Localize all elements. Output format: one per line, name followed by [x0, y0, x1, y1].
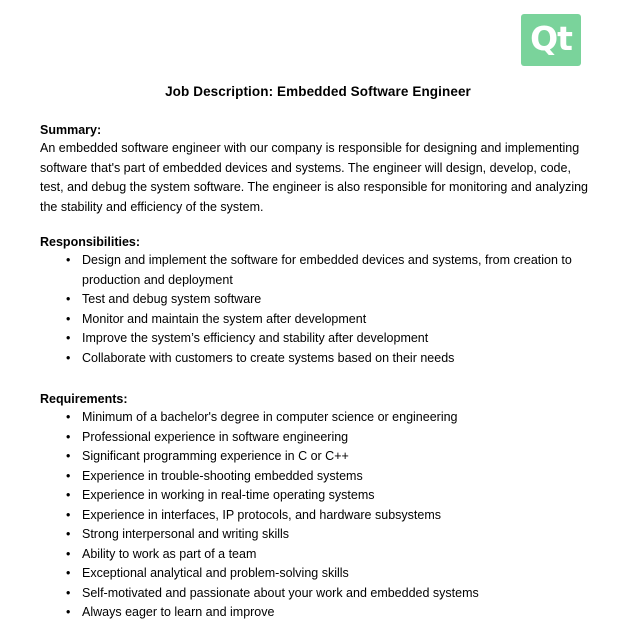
list-item: • Significant programming experience in C or C++ [40, 447, 596, 467]
qt-logo [521, 14, 581, 66]
section-heading: Responsibilities: [40, 235, 141, 249]
qt-logo-text: Qt [530, 19, 572, 58]
list-item: • Experience in interfaces, IP protocols, and hardware subsystems [40, 506, 596, 526]
list-item: • Self-motivated and passionate about your work and embedded systems [40, 584, 596, 604]
section-heading: Requirements: [40, 392, 128, 406]
bullet-list [40, 251, 596, 368]
list-item: • Experience in trouble-shooting embedded systems [40, 467, 596, 487]
list-item: • Professional experience in software engineering [40, 428, 596, 448]
list-item: • Exceptional analytical and problem-solving skills [40, 564, 596, 584]
section-responsibilities [40, 235, 596, 368]
list-item: • Minimum of a bachelor's degree in computer science or engineering [40, 408, 596, 428]
section-heading: Summary: [40, 123, 102, 137]
bullet-list [40, 408, 596, 623]
document-body [40, 84, 596, 641]
list-item: • Design and implement the software for embedded devices and systems, from creation to production and deployment [40, 251, 596, 290]
list-item: • Test and debug system software [40, 290, 596, 310]
section-summary [40, 123, 596, 217]
list-item: • Experience in working in real-time operating systems [40, 486, 596, 506]
list-item: • Collaborate with customers to create systems based on their needs [40, 349, 596, 369]
section-requirements [40, 392, 596, 623]
section-paragraph: An embedded software engineer with our company is responsible for designing and implementing software that's part of embedded devices and systems. The engineer will design, develop, code, test, and debug the system software. The engineer is also responsible for monitoring and analyzing the stability and efficiency of the system. [40, 141, 589, 214]
page-title: Job Description: Embedded Software Engineer [165, 84, 471, 99]
list-item: • Improve the system’s efficiency and stability after development [40, 329, 596, 349]
list-item: • Monitor and maintain the system after development [40, 310, 596, 330]
list-item: • Always eager to learn and improve [40, 603, 596, 623]
list-item: • Strong interpersonal and writing skills [40, 525, 596, 545]
list-item: • Ability to work as part of a team [40, 545, 596, 565]
